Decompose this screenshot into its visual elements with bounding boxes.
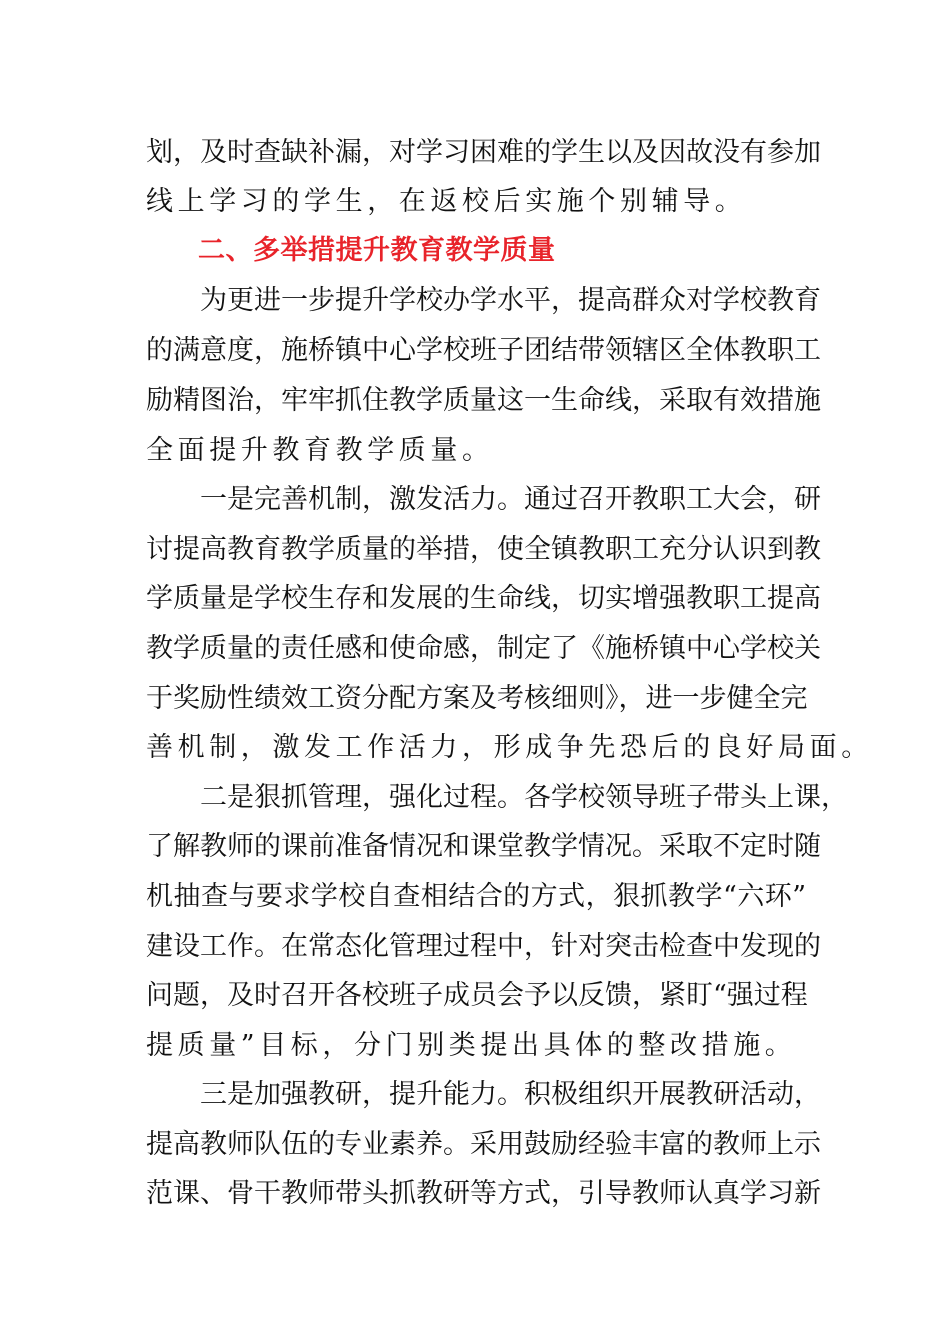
paragraph-first-line: 一是完善机制，激发活力。通过召开教职工大会，研 bbox=[200, 484, 821, 515]
body-line: 范课、骨干教师带头抓教研等方式，引导教师认真学习新 bbox=[146, 1178, 821, 1209]
body-line: 讨提高教育教学质量的举措，使全镇教职工充分认识到教 bbox=[146, 534, 821, 565]
body-line: 提质量”目标，分门别类提出具体的整改措施。 bbox=[146, 1030, 797, 1061]
section-heading: 二、多举措提升教育教学质量 bbox=[198, 235, 556, 266]
body-line: 机抽查与要求学校自查相结合的方式，狠抓教学“六环” bbox=[146, 881, 806, 912]
paragraph-first-line: 为更进一步提升学校办学水平，提高群众对学校教育 bbox=[200, 285, 821, 316]
body-line: 于奖励性绩效工资分配方案及考核细则》，进一步健全完 bbox=[146, 683, 808, 714]
body-line: 问题，及时召开各校班子成员会予以反馈，紧盯“强过程 bbox=[146, 980, 808, 1011]
body-line: 划，及时查缺补漏，对学习困难的学生以及因故没有参加 bbox=[146, 137, 821, 168]
body-line: 线上学习的学生，在返校后实施个别辅导。 bbox=[146, 186, 747, 217]
paragraph-first-line: 三是加强教研，提升能力。积极组织开展教研活动， bbox=[200, 1079, 821, 1110]
body-line: 的满意度，施桥镇中心学校班子团结带领辖区全体教职工 bbox=[146, 335, 821, 366]
body-line: 励精图治，牢牢抓住教学质量这一生命线，采取有效措施 bbox=[146, 385, 821, 416]
paragraph-first-line: 二是狠抓管理，强化过程。各学校领导班子带头上课， bbox=[200, 782, 848, 813]
body-line: 全面提升教育教学质量。 bbox=[146, 435, 494, 466]
body-line: 建设工作。在常态化管理过程中，针对突击检查中发现的 bbox=[146, 931, 821, 962]
body-line: 了解教师的课前准备情况和课堂教学情况。采取不定时随 bbox=[146, 831, 821, 862]
body-line: 善机制，激发工作活力，形成争先恐后的良好局面。 bbox=[146, 732, 873, 763]
body-line: 提高教师队伍的专业素养。采用鼓励经验丰富的教师上示 bbox=[146, 1129, 821, 1160]
body-line: 学质量是学校生存和发展的生命线，切实增强教职工提高 bbox=[146, 583, 821, 614]
body-line: 教学质量的责任感和使命感，制定了《施桥镇中心学校关 bbox=[146, 633, 821, 664]
